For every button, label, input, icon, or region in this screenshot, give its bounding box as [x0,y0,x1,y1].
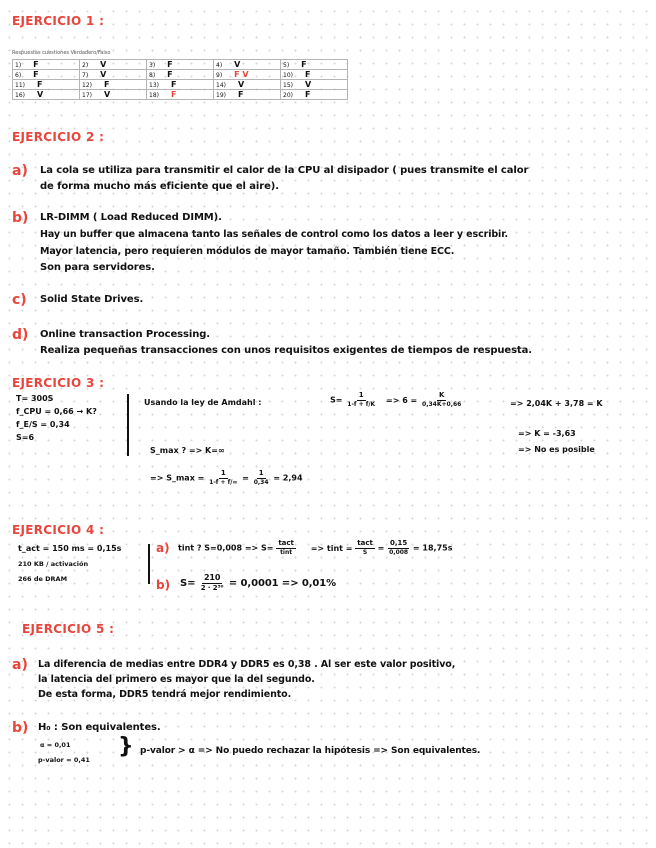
answer-value: V [237,80,245,89]
answer-value: V [100,60,107,69]
table-cell [147,80,214,90]
table-cell [214,70,281,80]
table-cell [13,60,80,70]
ej3-divider [127,394,129,456]
ej2-title: EJERCICIO 2 : [12,130,105,144]
question-number: 15) [283,82,293,89]
ej2-a-line1: La cola se utiliza para transmitir el calor de la CPU al disipador ( pues transmite el calor [40,165,529,176]
ej4-divider [148,544,150,584]
ej3-given-0: T= 300S [16,394,54,403]
question-number: 10) [283,72,293,79]
question-number: 14) [216,82,226,89]
ej2-b-line3: Mayor latencia, pero requieren módulos de mayor tamaño. También tiene ECC. [40,246,455,257]
table-caption: Respuestas cuestiones Verdadero/Falso [12,50,111,56]
ej5-b-marker: b) [12,720,29,736]
ej2-c-marker: c) [12,292,27,308]
ej2-b-line4: Son para servidores. [40,262,155,273]
ej3-result-1: => 2,04K + 3,78 = K [510,399,603,408]
ej4-a-marker: a) [156,541,170,555]
answer-value: F [237,90,244,99]
ej4-title: EJERCICIO 4 : [12,523,105,537]
ej5-b-conclusion: p-valor > α => No puedo rechazar la hipótesis => Son equivalentes. [140,746,481,756]
ej5-a-line3: De esta forma, DDR5 tendrá mejor rendimiento. [38,689,292,700]
table-row [13,70,348,80]
answers-table [12,59,348,100]
ej2-d-marker: d) [12,327,29,343]
ej4-given-2: 266 de DRAM [18,575,68,583]
question-number: 8) [149,72,156,79]
ej5-brace: } [118,734,134,759]
table-cell [214,60,281,70]
table-cell [80,60,147,70]
ej2-a-line2: de forma mucho más eficiente que el aire). [40,181,279,192]
answer-value: F [36,80,43,89]
answer-value: V [103,90,111,99]
question-number: 11) [15,82,25,89]
table-cell [80,90,147,100]
question-number: 17) [82,92,92,99]
question-number: 5) [283,62,290,69]
ej5-a-marker: a) [12,657,28,673]
answer-value: F [167,60,173,69]
smax-formula: => S_max = $\frac{1}{1-f + f/\infty}$ = $\frac{1}{0,34}$ = 2,94 [150,469,303,486]
question-number: 4) [216,62,223,69]
answer-value: F [103,80,110,89]
table-cell [281,60,348,70]
question-number: 1) [15,62,22,69]
ej2-d-line1: Online transaction Processing. [40,329,210,340]
amdahl-formula: S= $\frac{1}{1-f + f/K}$ => 6 = $\frac{K}{0,34K+0,66}$ [330,391,462,408]
table-cell [147,90,214,100]
ej2-b-line2: Hay un buffer que almacena tanto las señales de control como los datos a leer y escribir. [40,229,508,240]
question-number: 12) [82,82,92,89]
question-number: 6) [15,72,22,79]
ej2-b-marker: b) [12,210,29,226]
ej5-b-alpha: α = 0,01 [40,741,71,749]
ej5-b-pvalue: p-valor = 0,41 [38,756,90,764]
answer-value: F [33,60,39,69]
answer-value: F V [234,70,249,79]
ej5-b-line1: H₀ : Son equivalentes. [38,722,161,733]
question-number: 9) [216,72,223,79]
table-cell [80,70,147,80]
answer-value: F [167,70,173,79]
table-row [13,90,348,100]
table-cell [281,70,348,80]
answer-value: F [304,70,311,79]
answer-value: V [36,90,44,99]
table-cell [13,90,80,100]
table-cell [80,80,147,90]
table-cell [214,90,281,100]
question-number: 3) [149,62,156,69]
question-number: 7) [82,72,89,79]
table-cell [147,70,214,80]
ej4-b-formula: S= $\frac{210}{\text{2 · 2³⁰}}$ = 0,0001 => 0,01% [180,573,337,592]
table-cell [13,70,80,80]
ej3-given-2: f_E/S = 0,34 [16,420,70,429]
question-number: 18) [149,92,159,99]
table-cell [214,80,281,90]
ej5-a-line1: La diferencia de medias entre DDR4 y DDR5 es 0,38 . Al ser este valor positivo, [38,659,456,670]
ej3-title: EJERCICIO 3 : [12,376,105,390]
ej2-d-line2: Realiza pequeñas transacciones con unos requisitos exigentes de tiempos de respuesta. [40,345,532,356]
answer-value: F [301,60,307,69]
answer-value: F [33,70,39,79]
ej5-a-line2: la latencia del primero es mayor que la del segundo. [38,674,315,685]
ej3-result-2: => K = -3,63 [518,429,576,438]
table-cell [281,80,348,90]
question-number: 16) [15,92,25,99]
table-cell [281,90,348,100]
question-number: 19) [216,92,226,99]
question-number: 2) [82,62,89,69]
ej3-given-3: S=6 [16,433,35,442]
ej1-title: EJERCICIO 1 : [12,14,105,28]
table-cell [13,80,80,90]
table-row [13,60,348,70]
ej2-c-line1: Solid State Drives. [40,294,144,305]
answer-value: V [304,80,312,89]
smax-question: S_max ? => K=∞ [150,446,225,455]
ej2-a-marker: a) [12,163,28,179]
answer-value: F [304,90,311,99]
table-cell [147,60,214,70]
answer-value: V [100,70,107,79]
ej4-given-0: t_act = 150 ms = 0,15s [18,544,122,553]
ej2-b-line1: LR-DIMM ( Load Reduced DIMM). [40,212,222,223]
ej3-given-1: f_CPU = 0,66 → K? [16,407,97,416]
ej4-b-marker: b) [156,578,171,592]
ej3-result-3: => No es posible [518,445,595,454]
ej5-title: EJERCICIO 5 : [22,622,115,636]
ej4-given-1: 210 KB / activación [18,560,89,568]
amdahl-label: Usando la ley de Amdahl : [144,398,262,407]
question-number: 13) [149,82,159,89]
answer-value: F [170,90,177,99]
answer-value: V [234,60,241,69]
table-row [13,80,348,90]
question-number: 20) [283,92,293,99]
answer-value: F [170,80,177,89]
ej4-a-formula: tint ? S=0,008 => S= $\frac{\text{tact}}{\text{tint}}$ => tint = $\frac{\text{tact}}{S}$ = $\frac{0,15}{0,008}$ = 18,75s [178,539,453,556]
